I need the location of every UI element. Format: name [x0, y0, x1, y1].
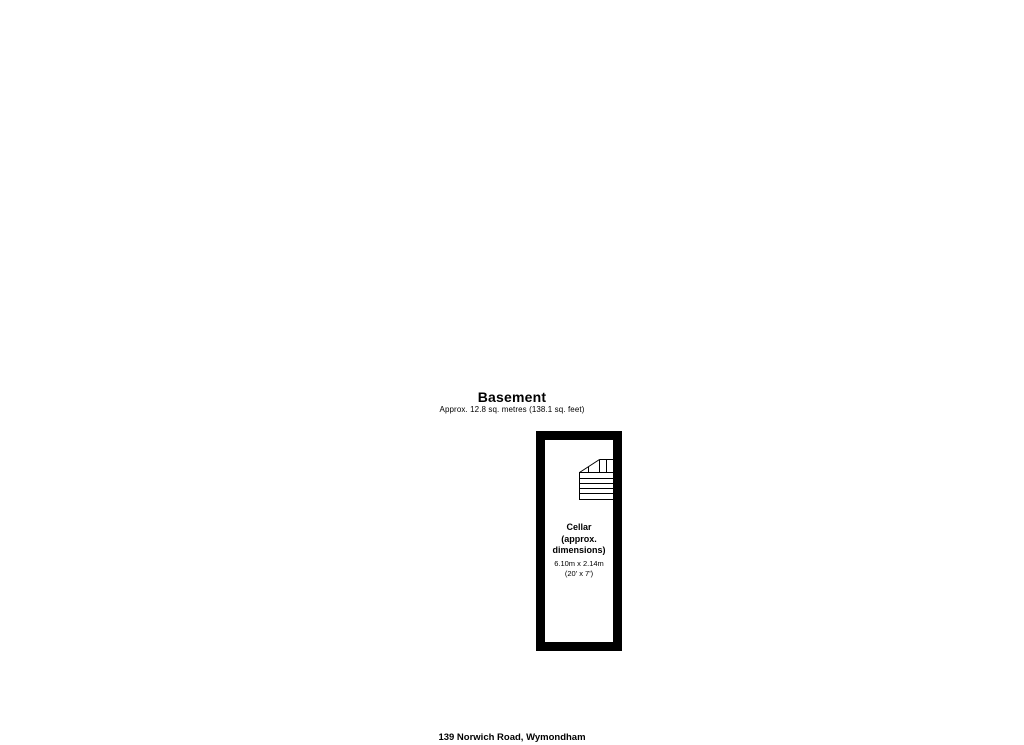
plan-title: Basement — [477, 389, 547, 405]
plan-area-note: Approx. 12.8 sq. metres (138.1 sq. feet) — [439, 405, 585, 414]
room-name-line2: (approx. — [561, 533, 597, 544]
room-dimensions-imperial: (20' x 7') — [564, 568, 594, 578]
footer-address: 139 Norwich Road, Wymondham — [438, 732, 586, 743]
room-label-cellar — [545, 522, 613, 579]
room-name-line1: Cellar — [566, 522, 592, 532]
room-name-line3: dimensions) — [552, 545, 606, 555]
staircase-icon — [578, 458, 618, 502]
room-dimensions-metric: 6.10m x 2.14m — [554, 558, 604, 568]
